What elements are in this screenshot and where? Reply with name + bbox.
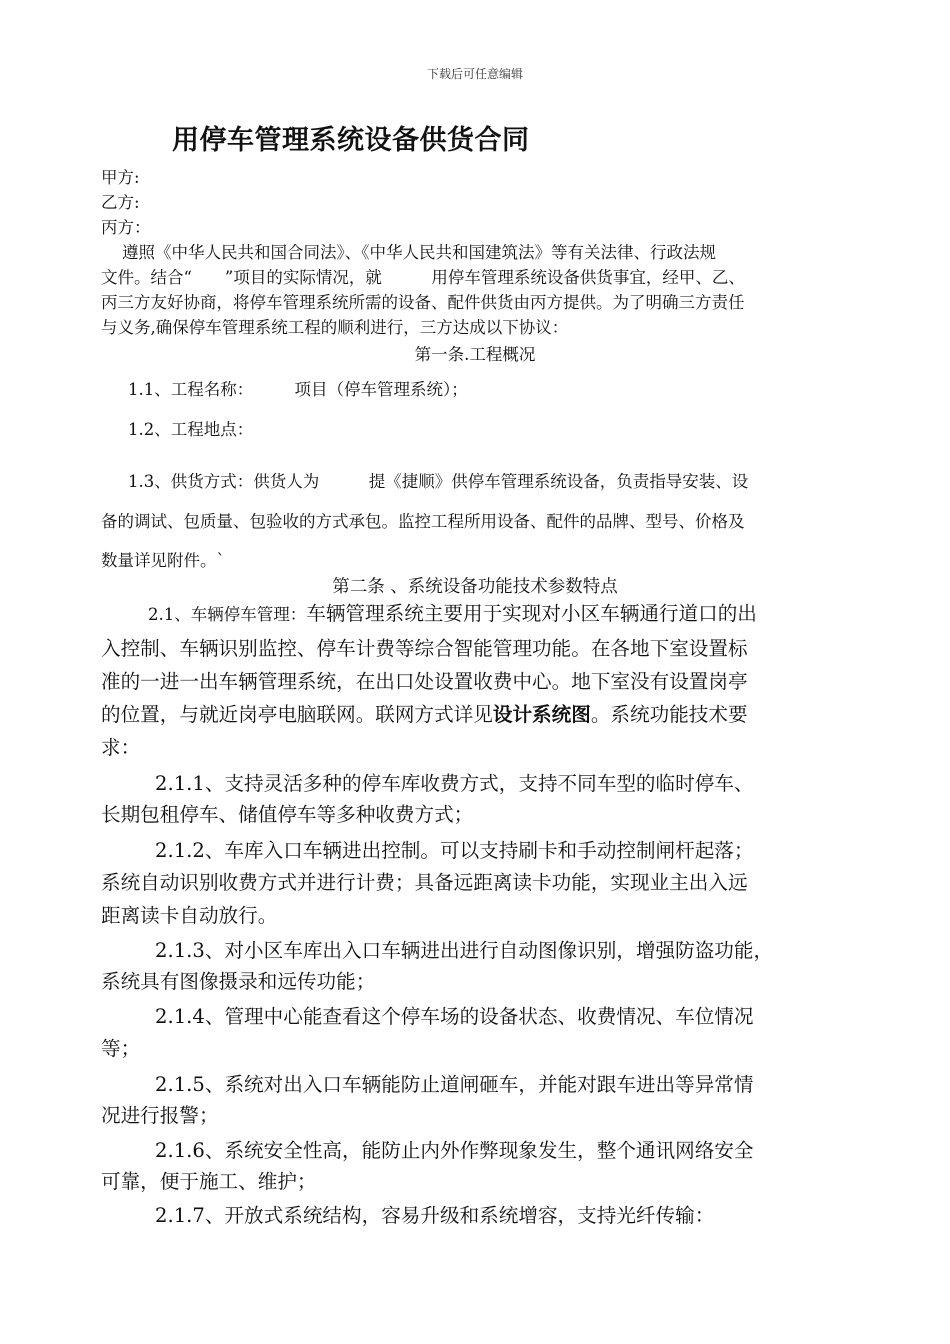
party-b: 乙方:	[101, 193, 140, 212]
document-title: 用停车管理系统设备供货合同	[172, 125, 530, 156]
preamble-line: 丙三方友好协商，将停车管理系统所需的设备、配件供货由丙方提供。为了明确三方责任	[101, 293, 745, 312]
item-1-3-line: 备的调试、包质量、包验收的方式承包。监控工程所用设备、配件的品牌、型号、价格及	[101, 512, 745, 531]
item-2-1-1-line: 长期包租停车、储值停车等多种收费方式；	[101, 803, 474, 826]
item-1-3-line: 数量详见附件。`	[101, 551, 225, 570]
intro-text: 的位置，与就近岗亭电脑联网。联网方式详见	[101, 703, 493, 726]
article2-intro-line	[148, 597, 757, 626]
intro-text: 。系统功能技术要	[590, 703, 748, 726]
preamble-line: 文件。结合“ ”项目的实际情况，就 用停车管理系统设备供货事宜，经甲、乙、	[101, 268, 745, 287]
item-2-1-3-line: 系统具有图像摄录和远传功能；	[101, 970, 376, 993]
article2-intro-line	[101, 698, 748, 727]
item-2-1-4-line: 2.1.4、管理中心能查看这个停车场的设备状态、收费情况、车位情况	[155, 1005, 754, 1028]
item-2-1-text: 车辆管理系统主要用于实现对小区车辆通行道口的出	[306, 602, 757, 625]
item-1-3-line: 1.3、供货方式：供货人为 提《捷顺》供停车管理系统设备，负责指导安装、设	[128, 472, 749, 491]
item-2-1-3-line: 2.1.3、对小区车库出入口车辆进出进行自动图像识别，增强防盗功能，	[155, 939, 774, 962]
party-a: 甲方:	[101, 168, 140, 187]
article2-intro-line: 求：	[101, 736, 141, 759]
article2-intro-line: 准的一进一出车辆管理系统，在出口处设置收费中心。地下室没有设置岗亭	[101, 670, 748, 693]
item-2-1-4-line: 等；	[101, 1037, 141, 1060]
design-diagram-reference: 设计系统图	[492, 703, 591, 726]
item-2-1-5-line: 2.1.5、系统对出入口车辆能防止道闸砸车，并能对跟车进出等异常情	[155, 1073, 754, 1096]
article1-heading: 第一条.工程概况	[414, 345, 536, 364]
item-2-1-1-line: 2.1.1、支持灵活多种的停车库收费方式，支持不同车型的临时停车、	[155, 772, 754, 795]
item-1-1: 1.1、工程名称： 项目（停车管理系统）；	[128, 380, 468, 399]
article2-intro-line: 入控制、车辆识别监控、停车计费等综合智能管理功能。在各地下室设置标	[101, 637, 748, 660]
preamble-line: 与义务,确保停车管理系统工程的顺利进行，三方达成以下协议：	[101, 318, 569, 337]
article2-heading: 第二条 、系统设备功能技术参数特点	[332, 577, 618, 597]
item-2-1-6-line: 可靠，便于施工、维护；	[101, 1170, 317, 1193]
item-1-2: 1.2、工程地点：	[128, 420, 254, 439]
item-2-1-2-line: 距离读卡自动放行。	[101, 904, 278, 927]
preamble-line: 遵照《中华人民共和国合同法》、《中华人民共和国建筑法》等有关法律、行政法规	[122, 243, 716, 262]
item-2-1-2-line: 系统自动识别收费方式并进行计费；具备远距离读卡功能，实现业主出入远	[101, 871, 748, 894]
item-2-1-5-line: 况进行报警；	[101, 1104, 219, 1127]
party-c: 丙方：	[101, 218, 151, 237]
item-2-1-7-line: 2.1.7、开放式系统结构，容易升级和系统增容，支持光纤传输：	[155, 1204, 715, 1227]
item-2-1-2-line: 2.1.2、车库入口车辆进出控制。可以支持刷卡和手动控制闸杆起落；	[155, 839, 754, 862]
item-2-1-6-line: 2.1.6、系统安全性高，能防止内外作弊现象发生，整个通讯网络安全	[155, 1139, 754, 1162]
item-2-1-label: 2.1、车辆停车管理：	[148, 605, 307, 624]
header-note: 下载后可任意编辑	[426, 67, 523, 81]
